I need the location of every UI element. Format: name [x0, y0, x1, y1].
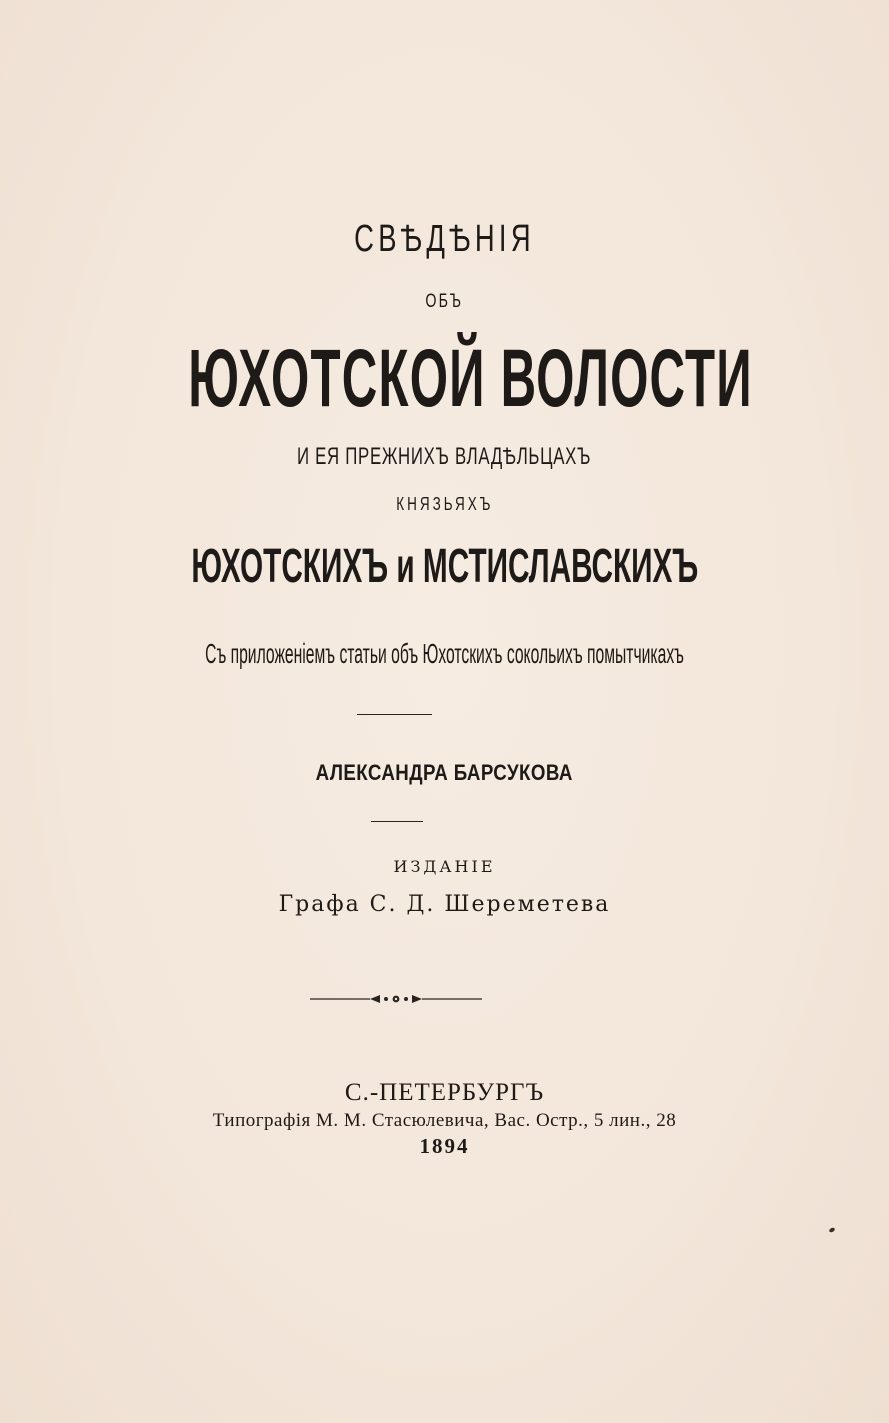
title-appendix-note: Съ приложеніемъ статьи объ Юхотскихъ сокольихъ помытчикахъ: [205, 638, 684, 669]
title-princes-names: ЮХОТСКИХЪ и МСТИСЛАВСКИХЪ: [191, 540, 698, 593]
title-line-1: [0, 218, 889, 261]
edition-label: ИЗДАНІЕ: [393, 857, 496, 876]
title-line-6: [0, 539, 889, 594]
ornament-divider-icon: [310, 990, 482, 1008]
title-line-7: [0, 638, 889, 670]
divider-rule: [357, 714, 432, 715]
edition-publisher: Графа С. Д. Шереметева: [278, 892, 611, 917]
ink-speck: [828, 1227, 835, 1233]
title-princes-label: КНЯЗЬЯХЪ: [395, 494, 494, 514]
title-line-5: [0, 494, 889, 515]
title-subline: И ЕЯ ПРЕЖНИХЪ ВЛАДѢЛЬЦАХЪ: [297, 443, 592, 470]
title-preposition: ОБЪ: [425, 291, 464, 312]
edition-label-line: [0, 857, 889, 877]
title-heading: СВѢДѢНІЯ: [354, 218, 535, 260]
title-line-2: [0, 291, 889, 313]
title-line-3: [0, 332, 889, 426]
divider-rule-short: [371, 821, 423, 822]
imprint-city-line: [0, 1079, 889, 1107]
imprint-year: 1894: [419, 1134, 470, 1158]
imprint-city: С.-ПЕТЕРБУРГЪ: [344, 1079, 545, 1106]
title-main: ЮХОТСКОЙ ВОЛОСТИ: [188, 333, 753, 424]
title-line-4: [0, 443, 889, 471]
imprint-printer-line: [0, 1110, 889, 1132]
imprint-printer: Типографія М. М. Стасюлевича, Вас. Остр., 5 лин., 28: [212, 1110, 677, 1131]
author-name: АЛЕКСАНДРА БАРСУКОВА: [315, 760, 574, 785]
edition-name-line: [0, 892, 889, 917]
imprint-year-line: [0, 1134, 889, 1159]
author-line: [0, 760, 889, 786]
